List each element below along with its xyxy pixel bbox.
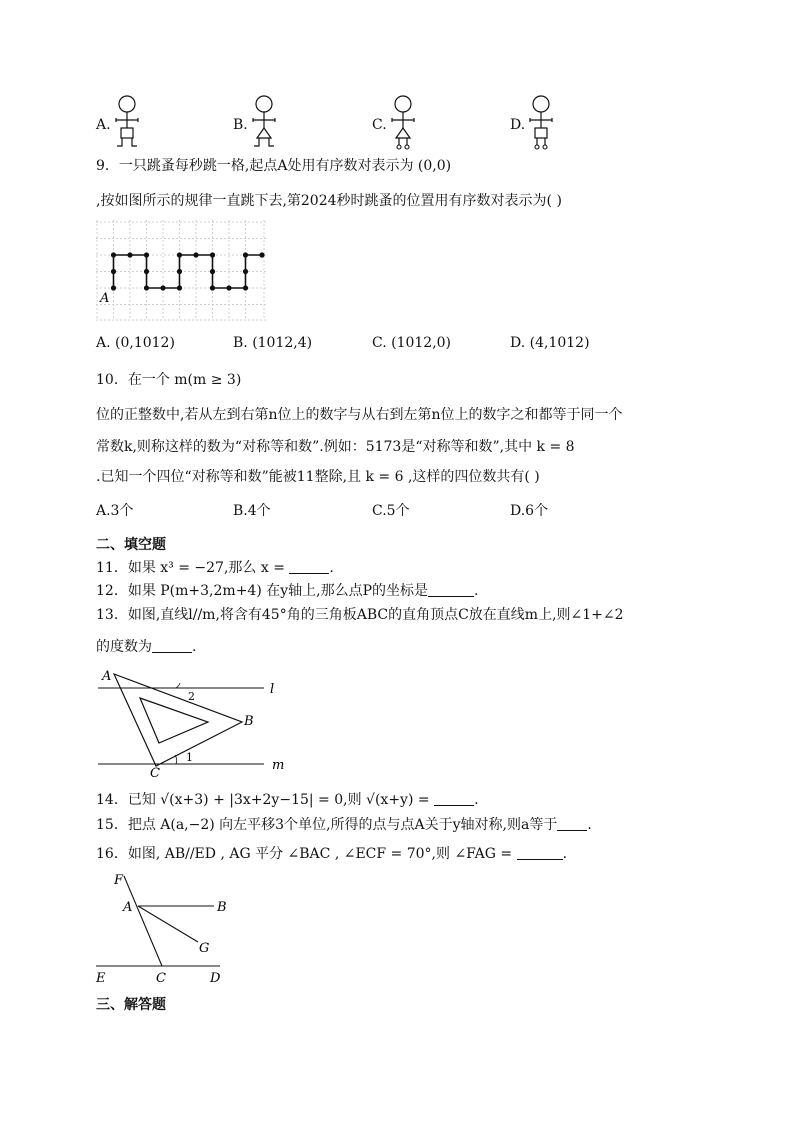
q10-stem-line3: 常数k,则称这样的数为“对称等和数”.例如：5173是“对称等和数”,其中 k = 8 [96,439,575,455]
q13-label-l: l [270,682,275,697]
q10-stem-line2: 位的正整数中,若从左到右第n位上的数字与从右到左第n位上的数字之和都等于同一个 [96,407,623,423]
q8-option-c-figure [388,94,418,152]
q16-label-g: G [199,941,210,956]
q16-figure [94,870,234,986]
q13-label-c: C [150,766,160,781]
q15-end: . [587,817,592,833]
q13-answer-blank[interactable] [152,638,192,653]
q13-figure [96,666,296,780]
q15-text: 15．把点 A(a,−2) 向左平移3个单位,所得的点与点A关于y轴对称,则a等于 [96,817,558,833]
q11-end: . [329,560,334,576]
q9-option-a: A. (0,1012) [96,335,175,351]
q16-label-a: A [123,900,133,915]
q8-option-c-label: C. [372,117,387,133]
q8-option-d-figure [526,94,556,152]
q10-stem-line4: .已知一个四位“对称等和数”能被11整除,且 k = 6 ,这样的四位数共有( ) [96,469,540,485]
q8-option-a-label: A. [96,117,111,133]
q9-stem-line2: ,按如图所示的规律一直跳下去,第2024秒时跳蚤的位置用有序数对表示为( ) [96,193,562,209]
q9-option-c: C. (1012,0) [372,335,452,351]
q8-option-a-figure [112,94,142,152]
q16-end: . [562,846,568,862]
q13-label-m: m [272,758,285,773]
q9-grid-figure [96,220,268,322]
q16-answer-blank[interactable] [517,845,563,860]
q11 [96,559,334,577]
q9-stem-line1: 9．一只跳蚤每秒跳一格,起点A处用有序数对表示为 (0,0) [96,158,452,174]
q8-option-b-label: B. [233,117,248,133]
q10-option-b: B.4个 [233,503,271,519]
q14-text: 14．已知 √(x+3) + |3x+2y−15| = 0,则 √(x+y) = [96,792,435,808]
q16-label-f: F [114,873,124,888]
q13-label-angle-1: 1 [186,751,193,764]
section-3-heading: 三、解答题 [96,997,166,1013]
section-2-heading: 二、填空题 [96,537,166,553]
q15 [96,816,592,834]
q14-end: . [474,792,479,808]
q12-end: . [474,583,479,599]
q12-text: 12．如果 P(m+3,2m+4) 在y轴上,那么点P的坐标是 [96,583,429,599]
q13-stem-line1: 13．如图,直线l//m,将含有45°角的三角板ABC的直角顶点C放在直线m上,则∠1+∠2 [96,607,624,623]
q9-option-b: B. (1012,4) [233,335,313,351]
q13-label-b: B [244,714,254,729]
q16-label-d: D [210,971,221,986]
q9-option-d: D. (4,1012) [510,335,590,351]
q11-answer-blank[interactable] [289,559,329,574]
q10-option-d: D.6个 [510,503,549,519]
q13-stem-line2 [96,638,196,656]
q11-text: 11．如果 x³ = −27,那么 x = [96,560,290,576]
q14-answer-blank[interactable] [434,791,474,806]
q13-label-angle-2: 2 [188,690,195,703]
q16-label-c: C [156,971,166,986]
q10-option-c: C.5个 [372,503,410,519]
q16 [96,845,567,863]
q8-option-d-label: D. [510,117,526,133]
q8-option-b-figure [249,94,279,152]
q16-label-b: B [217,900,227,915]
q13-label-a: A [102,669,112,684]
q12-answer-blank[interactable] [428,582,474,597]
q13-end: . [192,639,197,655]
q9-figure-label-a: A [100,291,110,306]
q16-text: 16．如图, AB//ED , AG 平分 ∠BAC , ∠ECF = 70°,则 ∠FAG = [96,846,517,862]
q12 [96,582,478,600]
q16-label-e: E [96,971,106,986]
q10-stem-line1: 10．在一个 m(m ≥ 3) [96,372,242,388]
q14 [96,791,479,809]
q10-option-a: A.3个 [96,503,134,519]
q13-stem-line2-text: 的度数为 [96,639,152,655]
q15-answer-blank[interactable] [557,816,587,831]
